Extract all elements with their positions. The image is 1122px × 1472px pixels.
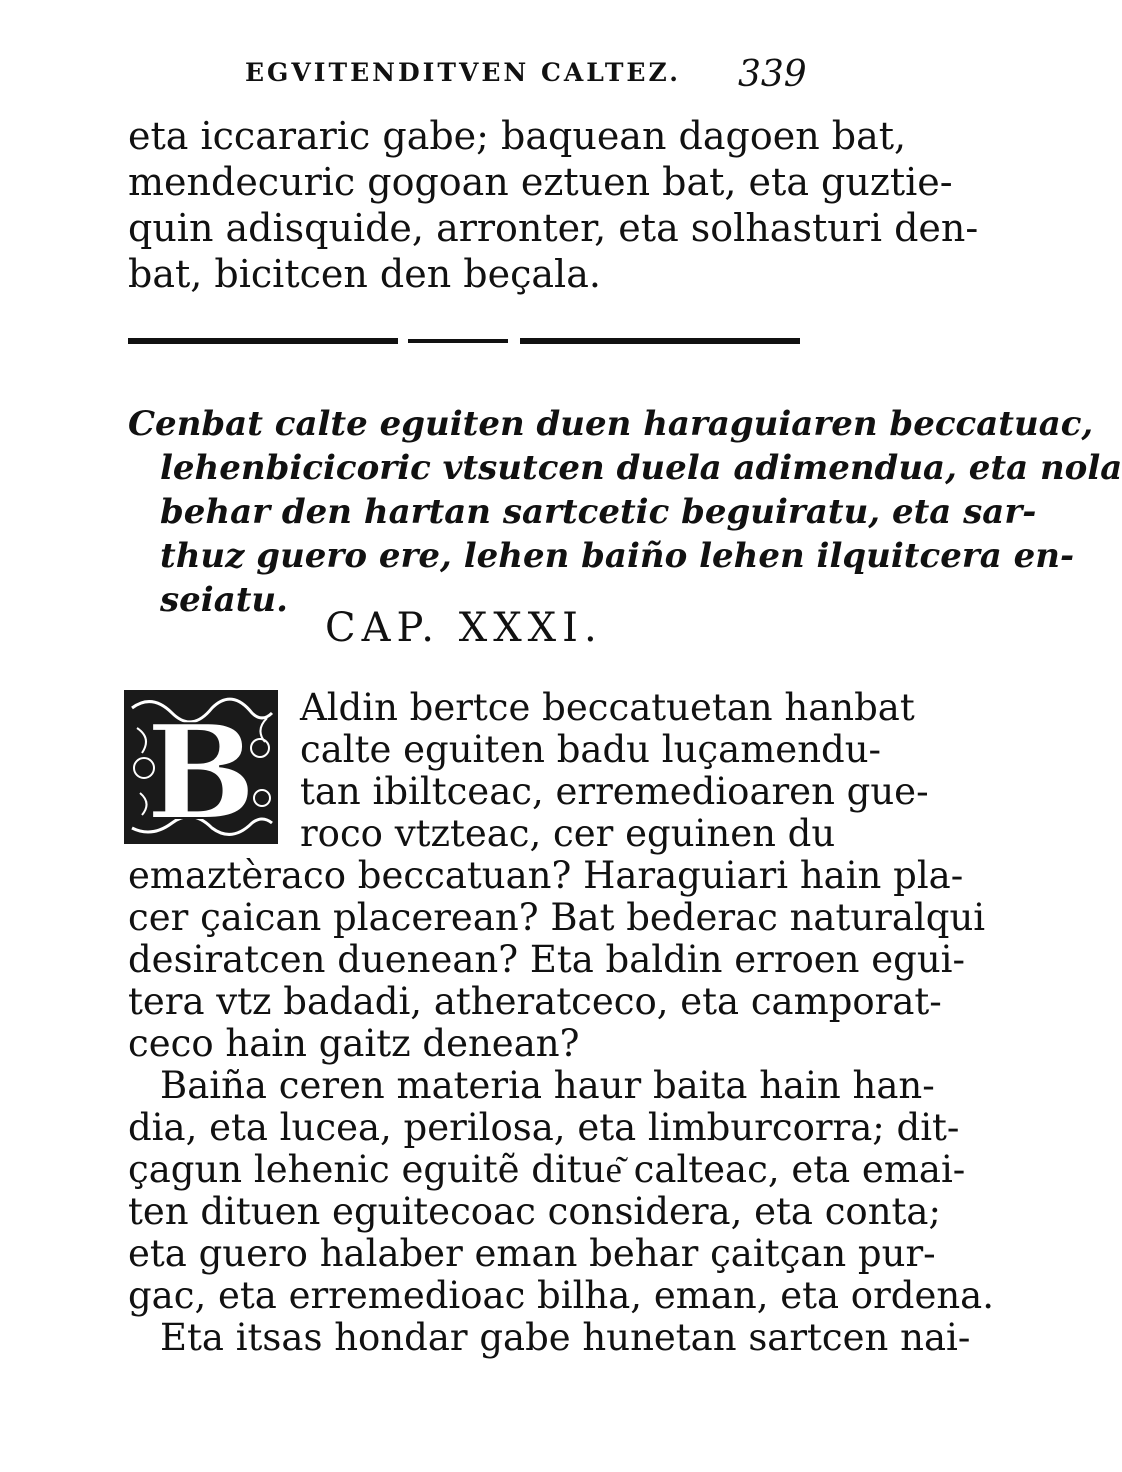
text-line: dia, eta lucea, perilosa, eta limburcorra; dit-	[128, 1106, 960, 1149]
text-line: tera vtz badadi, atheratceco, eta camporat-	[128, 980, 942, 1023]
text-line: desiratcen duenean? Eta baldin erroen egui-	[128, 938, 966, 981]
text-line: calte eguiten badu luçamendu-	[300, 728, 882, 771]
text-line: tan ibiltceac, erremedioaren gue-	[300, 770, 929, 813]
initial-letter: B	[146, 696, 256, 849]
divider-rule	[520, 338, 800, 344]
chapter-summary-line: Cenbat calte eguiten duen haraguiaren beccatuac,	[128, 404, 1094, 444]
text-line: mendecuric gogoan eztuen bat, eta guztie-	[128, 160, 953, 204]
text-line: eta guero halaber eman behar çaitçan pur-	[128, 1232, 936, 1275]
text-line: çagun lehenic eguitẽ ditue͂ calteac, eta emai-	[128, 1148, 966, 1191]
chapter-summary-line: lehenbicicoric vtsutcen duela adimendua, eta nola	[160, 448, 1122, 488]
text-line: Eta itsas hondar gabe hunetan sartcen nai-	[160, 1316, 971, 1359]
running-head: EGVITENDITVEN CALTEZ.	[245, 58, 681, 87]
chapter-summary-line: thuz guero ere, lehen baiño lehen ilquitcera en-	[160, 536, 1075, 576]
text-line: Aldin bertce beccatuetan hanbat	[300, 686, 915, 729]
decorated-initial-icon	[122, 688, 280, 849]
chapter-summary-line: seiatu.	[160, 580, 288, 620]
text-line: cer çaican placerean? Bat bederac naturalqui	[128, 896, 986, 939]
page-number: 339	[738, 54, 807, 95]
text-line: roco vtzteac, cer eguinen du	[300, 812, 836, 855]
divider-rule	[408, 339, 508, 343]
text-line: emaztèraco beccatuan? Haraguiari hain pla-	[128, 854, 964, 897]
text-line: ten dituen eguitecoac considera, eta conta;	[128, 1190, 941, 1233]
text-line: bat, bicitcen den beçala.	[128, 252, 601, 296]
text-line: gac, eta erremedioac bilha, eman, eta ordena.	[128, 1274, 994, 1317]
divider-rule	[128, 338, 398, 344]
text-line: eta iccararic gabe; baquean dagoen bat,	[128, 114, 907, 158]
text-line: Baiña ceren materia haur baita hain han-	[160, 1064, 935, 1107]
chapter-summary-line: behar den hartan sartcetic beguiratu, eta sar-	[160, 492, 1037, 532]
text-line: quin adisquide, arronter, eta solhasturi den-	[128, 206, 979, 250]
text-line: ceco hain gaitz denean?	[128, 1022, 580, 1065]
chapter-heading: CAP. XXXI.	[325, 605, 603, 651]
